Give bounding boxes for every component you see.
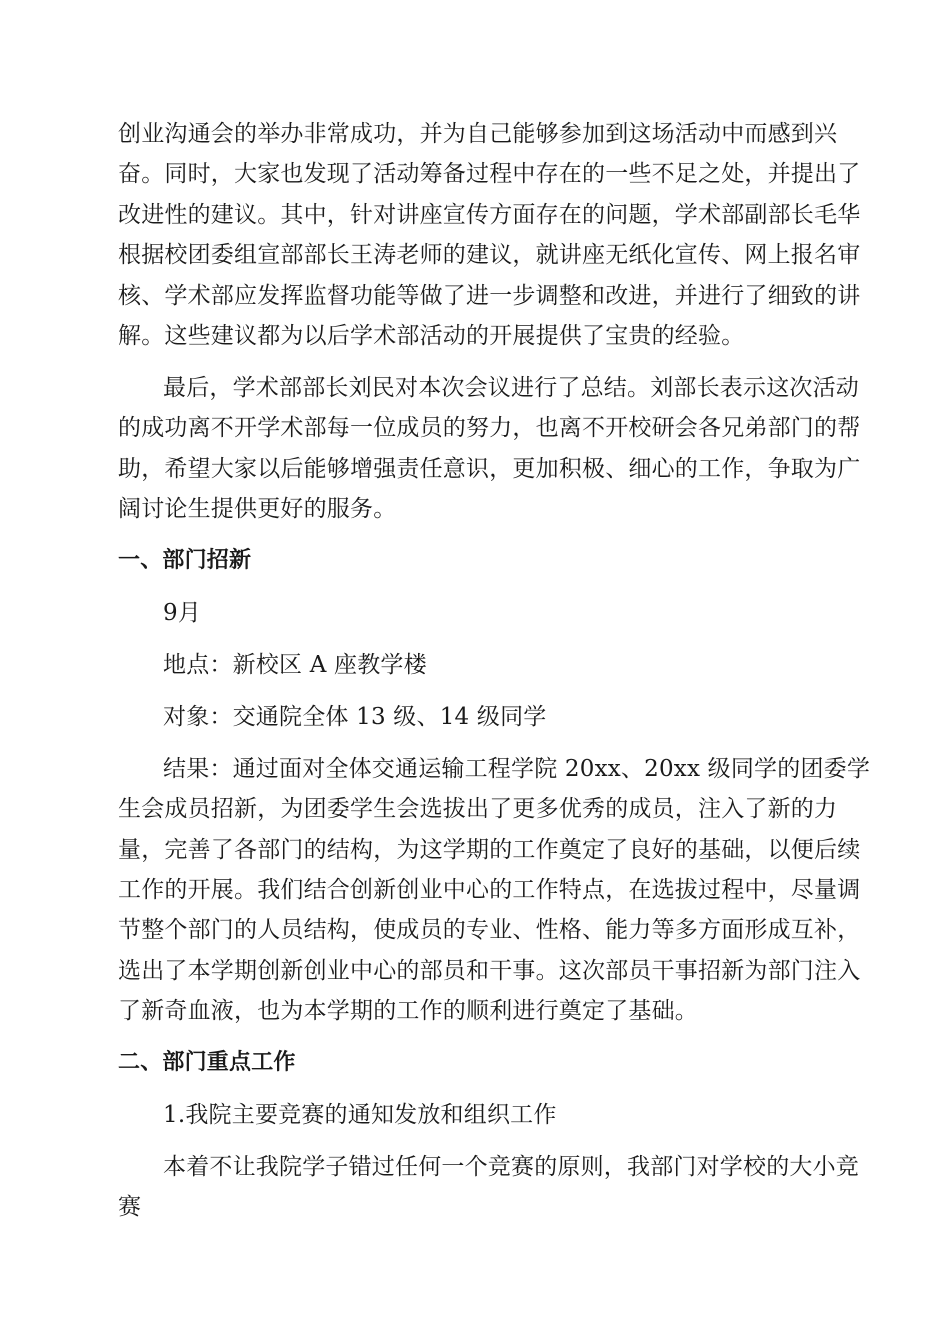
paragraph-1-line-4: 根据校团委组宣部部长王涛老师的建议，就讲座无纸化宣传、网上报名审 (118, 242, 861, 268)
section-1-result-line-2: 生会成员招新，为团委学生会选拔出了更多优秀的成员，注入了新的力 (118, 796, 838, 822)
paragraph-1-line-6: 解。这些建议都为以后学术部活动的开展提供了宝贵的经验。 (118, 323, 745, 349)
section-1-heading: 一、部门招新 (118, 548, 252, 573)
section-2-paragraph-line-1: 本着不让我院学子错过任何一个竞赛的原则，我部门对学校的大小竞 (163, 1154, 859, 1180)
paragraph-1-line-3: 改进性的建议。其中，针对讲座宣传方面存在的问题，学术部副部长毛华 (118, 202, 861, 228)
paragraph-1-line-2: 奋。同时，大家也发现了活动筹备过程中存在的一些不足之处，并提出了 (118, 161, 861, 187)
paragraph-2-line-1: 最后，学术部部长刘民对本次会议进行了总结。刘部长表示这次活动 (163, 375, 859, 401)
paragraph-1-line-1: 创业沟通会的举办非常成功，并为自己能够参加到这场活动中而感到兴 (118, 121, 838, 147)
section-1-result-line-1: 结果：通过面对全体交通运输工程学院 20xx、20xx 级同学的团委学 (163, 756, 871, 782)
paragraph-2-line-3: 助，希望大家以后能够增强责任意识，更加积极、细心的工作，争取为广 (118, 456, 861, 482)
section-2-heading: 二、部门重点工作 (118, 1050, 296, 1075)
section-1-month: 9月 (163, 600, 202, 626)
section-1-result-line-7: 了新奇血液，也为本学期的工作的顺利进行奠定了基础。 (118, 998, 698, 1024)
section-1-result-line-4: 工作的开展。我们结合创新创业中心的工作特点，在选拔过程中，尽量调 (118, 877, 861, 903)
section-1-target: 对象：交通院全体 13 级、14 级同学 (163, 704, 547, 730)
section-2-item-1: 1.我院主要竞赛的通知发放和组织工作 (163, 1102, 557, 1128)
section-1-result-line-6: 选出了本学期创新创业中心的部员和干事。这次部员干事招新为部门注入 (118, 958, 861, 984)
section-2-paragraph-line-2: 赛 (118, 1194, 142, 1220)
section-1-result-line-5: 节整个部门的人员结构，使成员的专业、性格、能力等多方面形成互补， (118, 917, 861, 943)
section-1-result-line-3: 量，完善了各部门的结构，为这学期的工作奠定了良好的基础，以便后续 (118, 837, 861, 863)
paragraph-1-line-5: 核、学术部应发挥监督功能等做了进一步调整和改进，并进行了细致的讲 (118, 283, 861, 309)
paragraph-2-line-2: 的成功离不开学术部每一位成员的努力，也离不开校研会各兄弟部门的帮 (118, 415, 861, 441)
paragraph-2-line-4: 阔讨论生提供更好的服务。 (118, 496, 397, 522)
section-1-location: 地点：新校区 A 座教学楼 (163, 652, 427, 678)
